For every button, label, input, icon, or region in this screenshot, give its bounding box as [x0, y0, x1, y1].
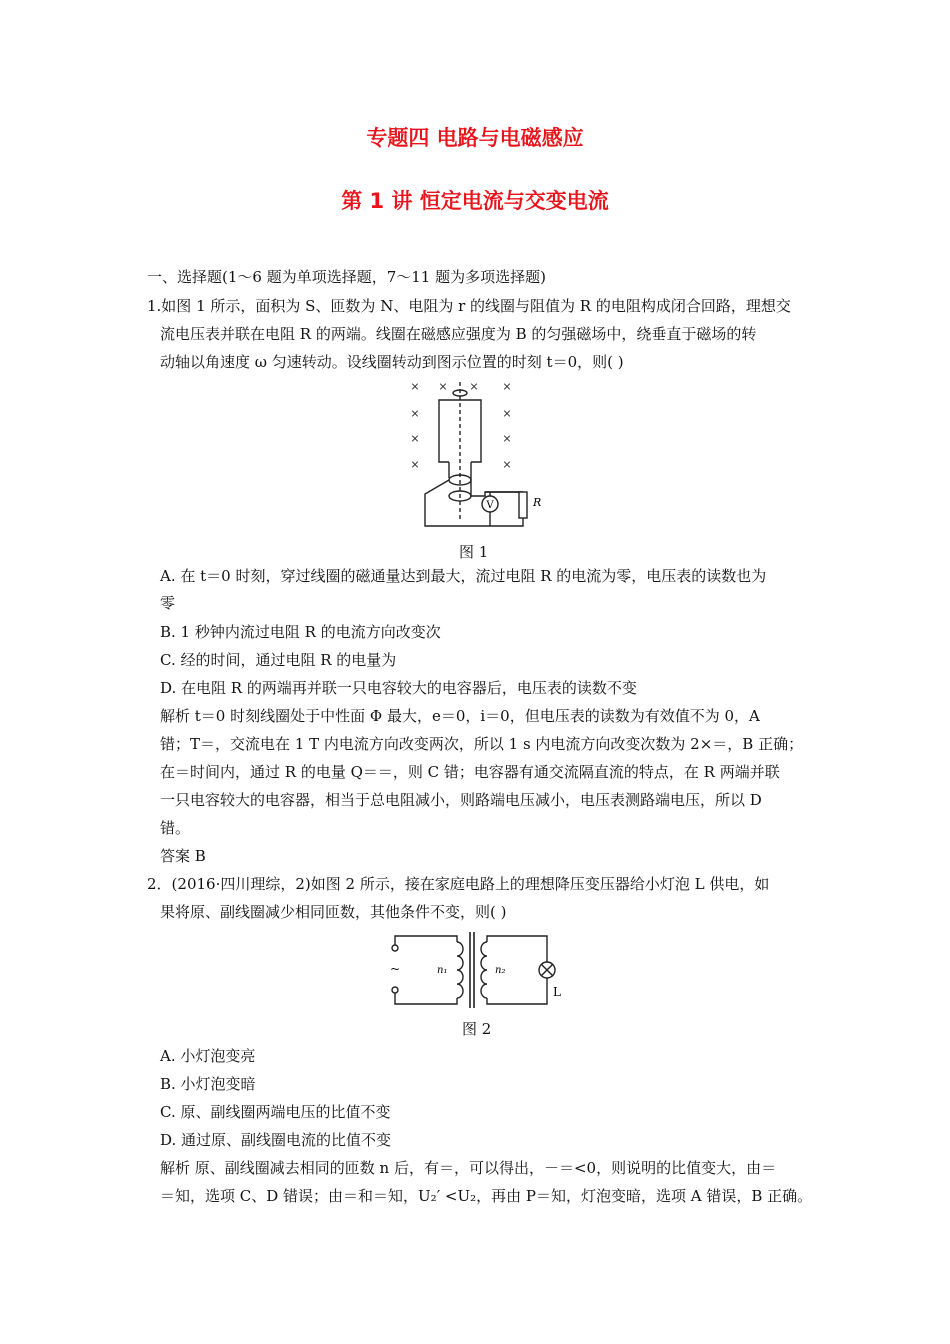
terminal-icon [392, 945, 398, 951]
svg-text:×: × [502, 407, 512, 420]
figure-1-caption: 图 1 [459, 543, 489, 561]
figure-1-coil-circuit [395, 374, 555, 534]
q1-analysis-line: 解析 t＝0 时刻线圈处于中性面 Φ 最大，e＝0，i＝0，但电压表的读数为有效值不为 0，A [160, 707, 760, 725]
svg-text:×: × [502, 432, 512, 445]
svg-text:×: × [410, 380, 420, 393]
q2-analysis-line: ＝知，选项 C、D 错误；由＝和＝知，U₂′ <U₂，再由 P＝知，灯泡变暗，选项 A 错误，B 正确。 [160, 1187, 813, 1205]
q1-option-d: D. 在电阻 R 的两端再并联一只电容较大的电容器后，电压表的读数不变 [160, 679, 637, 697]
svg-text:×: × [502, 458, 512, 471]
q1-stem-line: 1.如图 1 所示，面积为 S、匝数为 N、电阻为 r 的线圈与阻值为 R 的电阻构成闭合回路，理想交 [147, 297, 791, 315]
lecture-title: 第 1 讲 恒定电流与交变电流 [341, 189, 609, 213]
q1-option-b: B. 1 秒钟内流过电阻 R 的电流方向改变次 [160, 623, 441, 641]
q1-answer: 答案 B [160, 847, 206, 865]
voltmeter-label: V [486, 500, 494, 511]
q2-option-b: B. 小灯泡变暗 [160, 1075, 256, 1093]
q1-stem-line: 流电压表并联在电阻 R 的两端。线圈在磁感应强度为 B 的匀强磁场中，绕垂直于磁场的转 [160, 325, 757, 343]
svg-text:×: × [502, 380, 512, 393]
ac-source-label: ~ [389, 962, 401, 976]
q1-option-c: C. 经的时间，通过电阻 R 的电量为 [160, 651, 397, 669]
svg-text:×: × [410, 458, 420, 471]
figure-2-caption: 图 2 [462, 1020, 492, 1038]
q2-stem-line: 2．(2016·四川理综，2)如图 2 所示，接在家庭电路上的理想降压变压器给小灯泡 L 供电，如 [147, 875, 770, 893]
q1-stem-line: 动轴以角速度 ω 匀速转动。设线圈转动到图示位置的时刻 t＝0，则( ) [160, 353, 624, 371]
topic-title: 专题四 电路与电磁感应 [366, 126, 584, 150]
figure-2-transformer-circuit [385, 928, 565, 1010]
secondary-turns-label: n₂ [495, 965, 506, 976]
q1-analysis-line: 错；T＝，交流电在 1 T 内电流方向改变两次，所以 1 s 内电流方向改变次数为 2×＝，B 正确； [160, 735, 804, 753]
resistor-icon [519, 492, 527, 518]
q1-analysis-line: 在＝时间内，通过 R 的电量 Q＝＝，则 C 错；电容器有通交流隔直流的特点，在 R 两端并联 [160, 763, 780, 781]
q2-option-d: D. 通过原、副线圈电流的比值不变 [160, 1131, 392, 1149]
svg-text:×: × [410, 432, 420, 445]
q2-option-a: A. 小灯泡变亮 [160, 1047, 256, 1065]
lamp-label: L [553, 985, 561, 999]
q2-option-c: C. 原、副线圈两端电压的比值不变 [160, 1103, 391, 1121]
secondary-coil-icon [481, 942, 487, 998]
q2-stem-line: 果将原、副线圈减少相同匝数，其他条件不变，则( ) [160, 903, 507, 921]
q1-analysis-line: 错。 [160, 819, 191, 837]
q1-option-a: A. 在 t＝0 时刻，穿过线圈的磁通量达到最大，流过电阻 R 的电流为零，电压表的读数也为 [160, 567, 767, 585]
q1-analysis-line: 一只电容较大的电容器，相当于总电阻减小，则路端电压减小，电压表测路端电压，所以 D [160, 791, 762, 809]
q2-analysis-line: 解析 原、副线圈减去相同的匝数 n 后，有＝，可以得出，－＝<0，则说明的比值变大，由＝ [160, 1159, 777, 1177]
svg-text:×: × [469, 380, 479, 393]
resistor-label: R [533, 496, 542, 509]
svg-text:×: × [410, 407, 420, 420]
magnetic-field-crosses [410, 380, 511, 471]
primary-coil-icon [457, 942, 463, 998]
terminal-icon [392, 987, 398, 993]
q1-option-a-cont: 零 [160, 594, 176, 612]
section-header: 一、选择题(1～6 题为单项选择题，7～11 题为多项选择题) [147, 268, 546, 286]
svg-text:×: × [438, 380, 448, 393]
primary-turns-label: n₁ [437, 965, 448, 976]
